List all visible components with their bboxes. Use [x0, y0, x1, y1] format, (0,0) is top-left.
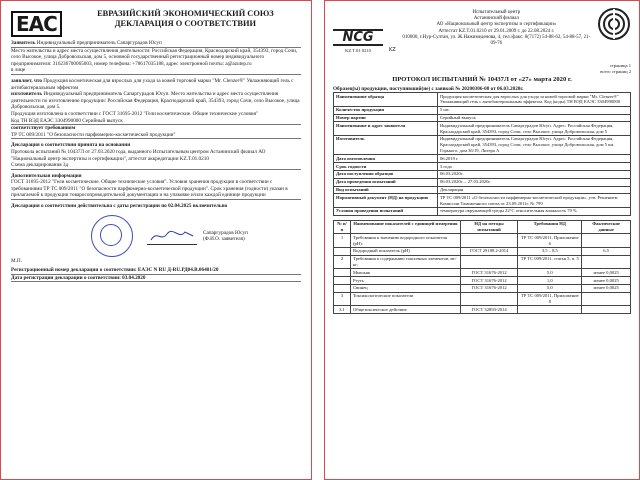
- conforms-label: соответствует требованиям: [11, 125, 76, 132]
- results-row: [334, 284, 631, 292]
- results-cell-req: 5,0: [518, 284, 582, 292]
- results-row: [334, 234, 631, 248]
- results-cell-method: [460, 234, 517, 248]
- eac-mark: ЕАС: [11, 11, 62, 37]
- results-row: [334, 269, 631, 277]
- spiral-logo-icon: [597, 7, 631, 59]
- results-cell-req: 5,0: [518, 269, 582, 277]
- info-row: [334, 194, 631, 208]
- seal-stamp: [91, 215, 133, 257]
- info-value: ТР ТС 009/2011 «О безопасности парфюмерно-косметической продукции», утв. Решением Комиссии Таможенного союза от 23.09.2011г. № 799: [437, 194, 630, 208]
- info-value: Индивидуальный предприниматель Сапаргурадов Юсуп. Адрес: Российская Федерация, Краснодарский край, 354393, город Сочи, село Высокое, улица Добровольская, дом 5 км. Горького, дом 36/19, Литера А: [437, 135, 630, 154]
- info-value: Продукция косметическая для взрослых для ухода за кожей торговой марки "Mr. Clenzer®" Увлажняющий гель с антибактериальным эффектом. Код (коды) ТН ВЭД ЕАЭС 3304990000: [437, 93, 630, 107]
- results-cell-req: ТР ТС 009/2011, Приложение 6: [518, 234, 582, 248]
- validity: Декларация о соответствии действительна с даты регистрации по 02.04.2025 включительно: [11, 203, 228, 210]
- basis-text: Протокола испытаний № 10437Л от 27.03.2020 года, выданного Испытательным центром Астанинский филиал АО "Национальный центр экспертизы и сертификации", аттестат аккредитации KZ.T.01.0210: [11, 148, 266, 162]
- page-counter: страница 1 всего страниц 2: [600, 63, 631, 74]
- info-row: [334, 186, 631, 194]
- results-row: [334, 255, 631, 269]
- signer-name: Сапаргурадов Юсуп (Ф.И.О. заявителя): [203, 229, 248, 242]
- results-cell-name: Требования к значению водородного показателя (рН):: [350, 234, 460, 248]
- info-value: Индивидуальный предприниматель Сапаргурадов Юсуп. Адрес: Российская Федерация, Краснодарский край, 354393, город Сочи, село Высокое, улица Добровольская, дом 5: [437, 122, 630, 136]
- info-key: Нормативный документ (НД) на продукцию: [334, 194, 438, 208]
- results-cell-n: 3.1: [334, 306, 351, 314]
- info-key: Условия проведения испытаний: [334, 207, 438, 215]
- declaration-heading: ДЕКЛАРАЦИЯ О СООТВЕТСТВИИ: [114, 19, 257, 28]
- declaration-title: [70, 9, 301, 29]
- results-cell-req: 1,0: [518, 277, 582, 285]
- mp-label: М.П.: [11, 257, 22, 264]
- results-cell-method: ГОСТ 29188.2-2014: [460, 247, 517, 255]
- info-key: Наименование образца: [334, 93, 438, 107]
- results-cell-fact: менее 0,0025: [582, 269, 631, 277]
- results-cell-n: 1: [334, 234, 351, 248]
- ncg-logo: NCG KZ.T.01.0210: [333, 7, 383, 59]
- results-cell-n: [334, 277, 351, 285]
- results-cell-name: Водородный показатель (рН): [350, 247, 460, 255]
- sample-line: Образец(ы) продукции, поступивший(ие) с заявкой № 20200306-08 от 06.03.2020г.: [333, 86, 524, 93]
- info-value: 5 шт.: [437, 106, 630, 114]
- info-value: 06.03.2020г.: [437, 170, 630, 178]
- product-code: Код ТН ВЭД ЕАЭС 3304990000 Серийный выпуск: [11, 118, 301, 126]
- applicant: Заявитель Индивидуальный предприниматель Сапаргурадов Юсуп: [11, 40, 301, 48]
- results-cell-n: 3: [334, 292, 351, 306]
- results-header-cell: НД на методы испытаний: [460, 220, 517, 234]
- manufacturer: изготовитель Индивидуальный предприниматель Сапаргурадов Юсуп. Место жительства и адрес места осуществления деятельности по изготовлению продукции: Российская Федерация, Краснодарский край, 354393, город Сочи, село Высокое, улица Добровольская, дом 5.: [11, 91, 300, 111]
- protocol-page: [324, 0, 640, 480]
- info-key: Дата проведения испытаний: [334, 178, 438, 186]
- results-cell-name: Общетоксическое действие: [350, 306, 460, 314]
- results-cell-name: Ртуть: [350, 277, 460, 285]
- results-cell-n: 2: [334, 255, 351, 269]
- results-cell-n: [334, 247, 351, 255]
- info-row: [334, 207, 631, 215]
- sample-info-table: [333, 92, 631, 216]
- results-cell-fact: [582, 234, 631, 248]
- extra-label: Дополнительная информация: [11, 172, 82, 179]
- results-cell-method: ГОСТ 32893-2014: [460, 306, 517, 314]
- technical-regulation: ТР ТС 009/2011 "О безопасности парфюмерно-косметической продукции": [11, 132, 301, 140]
- applicant-person: в лице: [11, 67, 301, 75]
- protocol-header: [333, 7, 631, 59]
- results-cell-fact: [582, 255, 631, 269]
- results-cell-req: ТР ТС 009/2011, статья 5, п. 5: [518, 255, 582, 269]
- signature-block: [11, 214, 301, 258]
- results-header-cell: Требования НД: [518, 220, 582, 234]
- info-key: Дата изготовления: [334, 155, 438, 163]
- info-row: [334, 178, 631, 186]
- declaration-scheme: Схема декларирования 3д: [11, 162, 301, 170]
- info-row: [334, 106, 631, 114]
- results-row: [334, 292, 631, 306]
- info-row: [334, 170, 631, 178]
- info-key: Срок годности: [334, 163, 438, 171]
- info-key: Наименование и адрес заявителя: [334, 122, 438, 136]
- declared-product: заявляет, что Продукция косметическая для взрослых для ухода за кожей торговой марки "Mr. Clenzer®" Увлажняющий гель с антибактериальным эффектом: [11, 77, 294, 91]
- info-key: Количество продукции: [334, 106, 438, 114]
- kz-mark: KZ: [389, 47, 396, 53]
- info-row: [334, 93, 631, 107]
- info-key: Изготовитель: [334, 135, 438, 154]
- results-cell-method: [460, 292, 517, 306]
- results-cell-name: Требования к содержанию токсичных элементов, мг/кг:: [350, 255, 460, 269]
- info-value: температура окружающей среды 22°С относительная влажность 70 %: [437, 207, 630, 215]
- registration-date: Дата регистрации декларации о соответствии: 03.04.2020: [11, 275, 301, 283]
- info-key: Номер партии: [334, 114, 438, 122]
- results-cell-n: [334, 284, 351, 292]
- results-cell-n: [334, 269, 351, 277]
- results-cell-name: Мышьяк: [350, 269, 460, 277]
- extra-text: ГОСТ 31695-2012 "Гели косметические. Общие технические условия". Условия хранения продукции в соответствии с требованиями ТР ТС 009/2011 "О безопасности парфюмерно-косметической продукции". Срок хранения (годности) указан в прилагаемой к продукции товаросопроводительной документации и на упаковке и/или каждой единице продукции: [11, 179, 301, 200]
- results-cell-fact: менее 0,0025: [582, 277, 631, 285]
- results-cell-method: ГОСТ 31676-2012: [460, 277, 517, 285]
- signature: [147, 226, 197, 245]
- results-cell-name: Свинец: [350, 284, 460, 292]
- results-cell-fact: 6,5: [582, 247, 631, 255]
- organization: Испытательный центр Астанинский филиал АО «Национальный центр экспертизы и сертификации» Аттестат KZ.T.01.0210 от 29.01.2009 г. до 22.08.2024 г. 010000, г.Нур-Султан, ул. Ж.Нажимеденова, 4, тел./факс: 8(7172) 54-88-62, 54-88-57, 21-09-76: [402, 10, 591, 47]
- info-row: [334, 114, 631, 122]
- protocol-title: ПРОТОКОЛ ИСПЫТАНИЙ № 10437Л от «27» марта 2020 г.: [392, 76, 572, 84]
- info-row: [334, 155, 631, 163]
- results-cell-fact: [582, 306, 631, 314]
- registration-number: Регистрационный номер декларации о соответствии: ЕАЭС N RU Д-RU.РД04.B.06481/20: [11, 267, 301, 275]
- results-cell-req: [518, 306, 582, 314]
- basis-label: Декларация о соответствии принята на основании: [11, 142, 131, 149]
- results-cell-method: [460, 255, 517, 269]
- declaration-page: [0, 0, 312, 480]
- results-row: [334, 277, 631, 285]
- results-header-cell: Наименование показателей с единицей измерения: [350, 220, 460, 234]
- results-header-cell: Фактические данные: [582, 220, 631, 234]
- union-title: ЕВРАЗИЙСКИЙ ЭКОНОМИЧЕСКИЙ СОЮЗ: [97, 9, 274, 18]
- results-cell-fact: [582, 292, 631, 306]
- page-gap: [312, 0, 324, 480]
- info-value: 06.03.2020г. – 27.03.2020г.: [437, 178, 630, 186]
- results-row: [334, 306, 631, 314]
- results-cell-method: ГОСТ 31676-2012: [460, 269, 517, 277]
- info-value: Серийный выпуск: [437, 114, 630, 122]
- info-key: Вид испытаний: [334, 186, 438, 194]
- results-cell-name: Токсикологические показатели: [350, 292, 460, 306]
- info-value: 3 года: [437, 163, 630, 171]
- info-key: Дата поступления образцов: [334, 170, 438, 178]
- results-header-cell: № п/п: [334, 220, 351, 234]
- info-value: 06.2019 г.: [437, 155, 630, 163]
- results-table: [333, 220, 631, 314]
- declaration-header: [11, 9, 301, 37]
- info-value: Декларация: [437, 186, 630, 194]
- results-cell-fact: менее 0,0025: [582, 284, 631, 292]
- applicant-address: Место жительства и адрес места осуществления деятельности: Российская Федерация, Краснодарский край, 354393, город Сочи, село Высокое, улица Добровольская, дом 5, основной государственный регистрационный номер индивидуального предпринимателя: 316236700065003, номер телефона: +78617035188, адрес электронной почты: a@azutep.ru: [11, 47, 298, 67]
- results-row: [334, 247, 631, 255]
- product-standard: Продукция изготовлена в соответствии с ГОСТ 31695-2012 "Гели косметические. Общие технические условия": [11, 110, 259, 117]
- info-row: [334, 135, 631, 154]
- info-row: [334, 122, 631, 136]
- info-row: [334, 163, 631, 171]
- results-cell-req: ТР ТС 009/2011, Приложение 8: [518, 292, 582, 306]
- results-cell-method: ГОСТ 31676-2012: [460, 284, 517, 292]
- results-cell-req: 3,5 – 8,5: [518, 247, 582, 255]
